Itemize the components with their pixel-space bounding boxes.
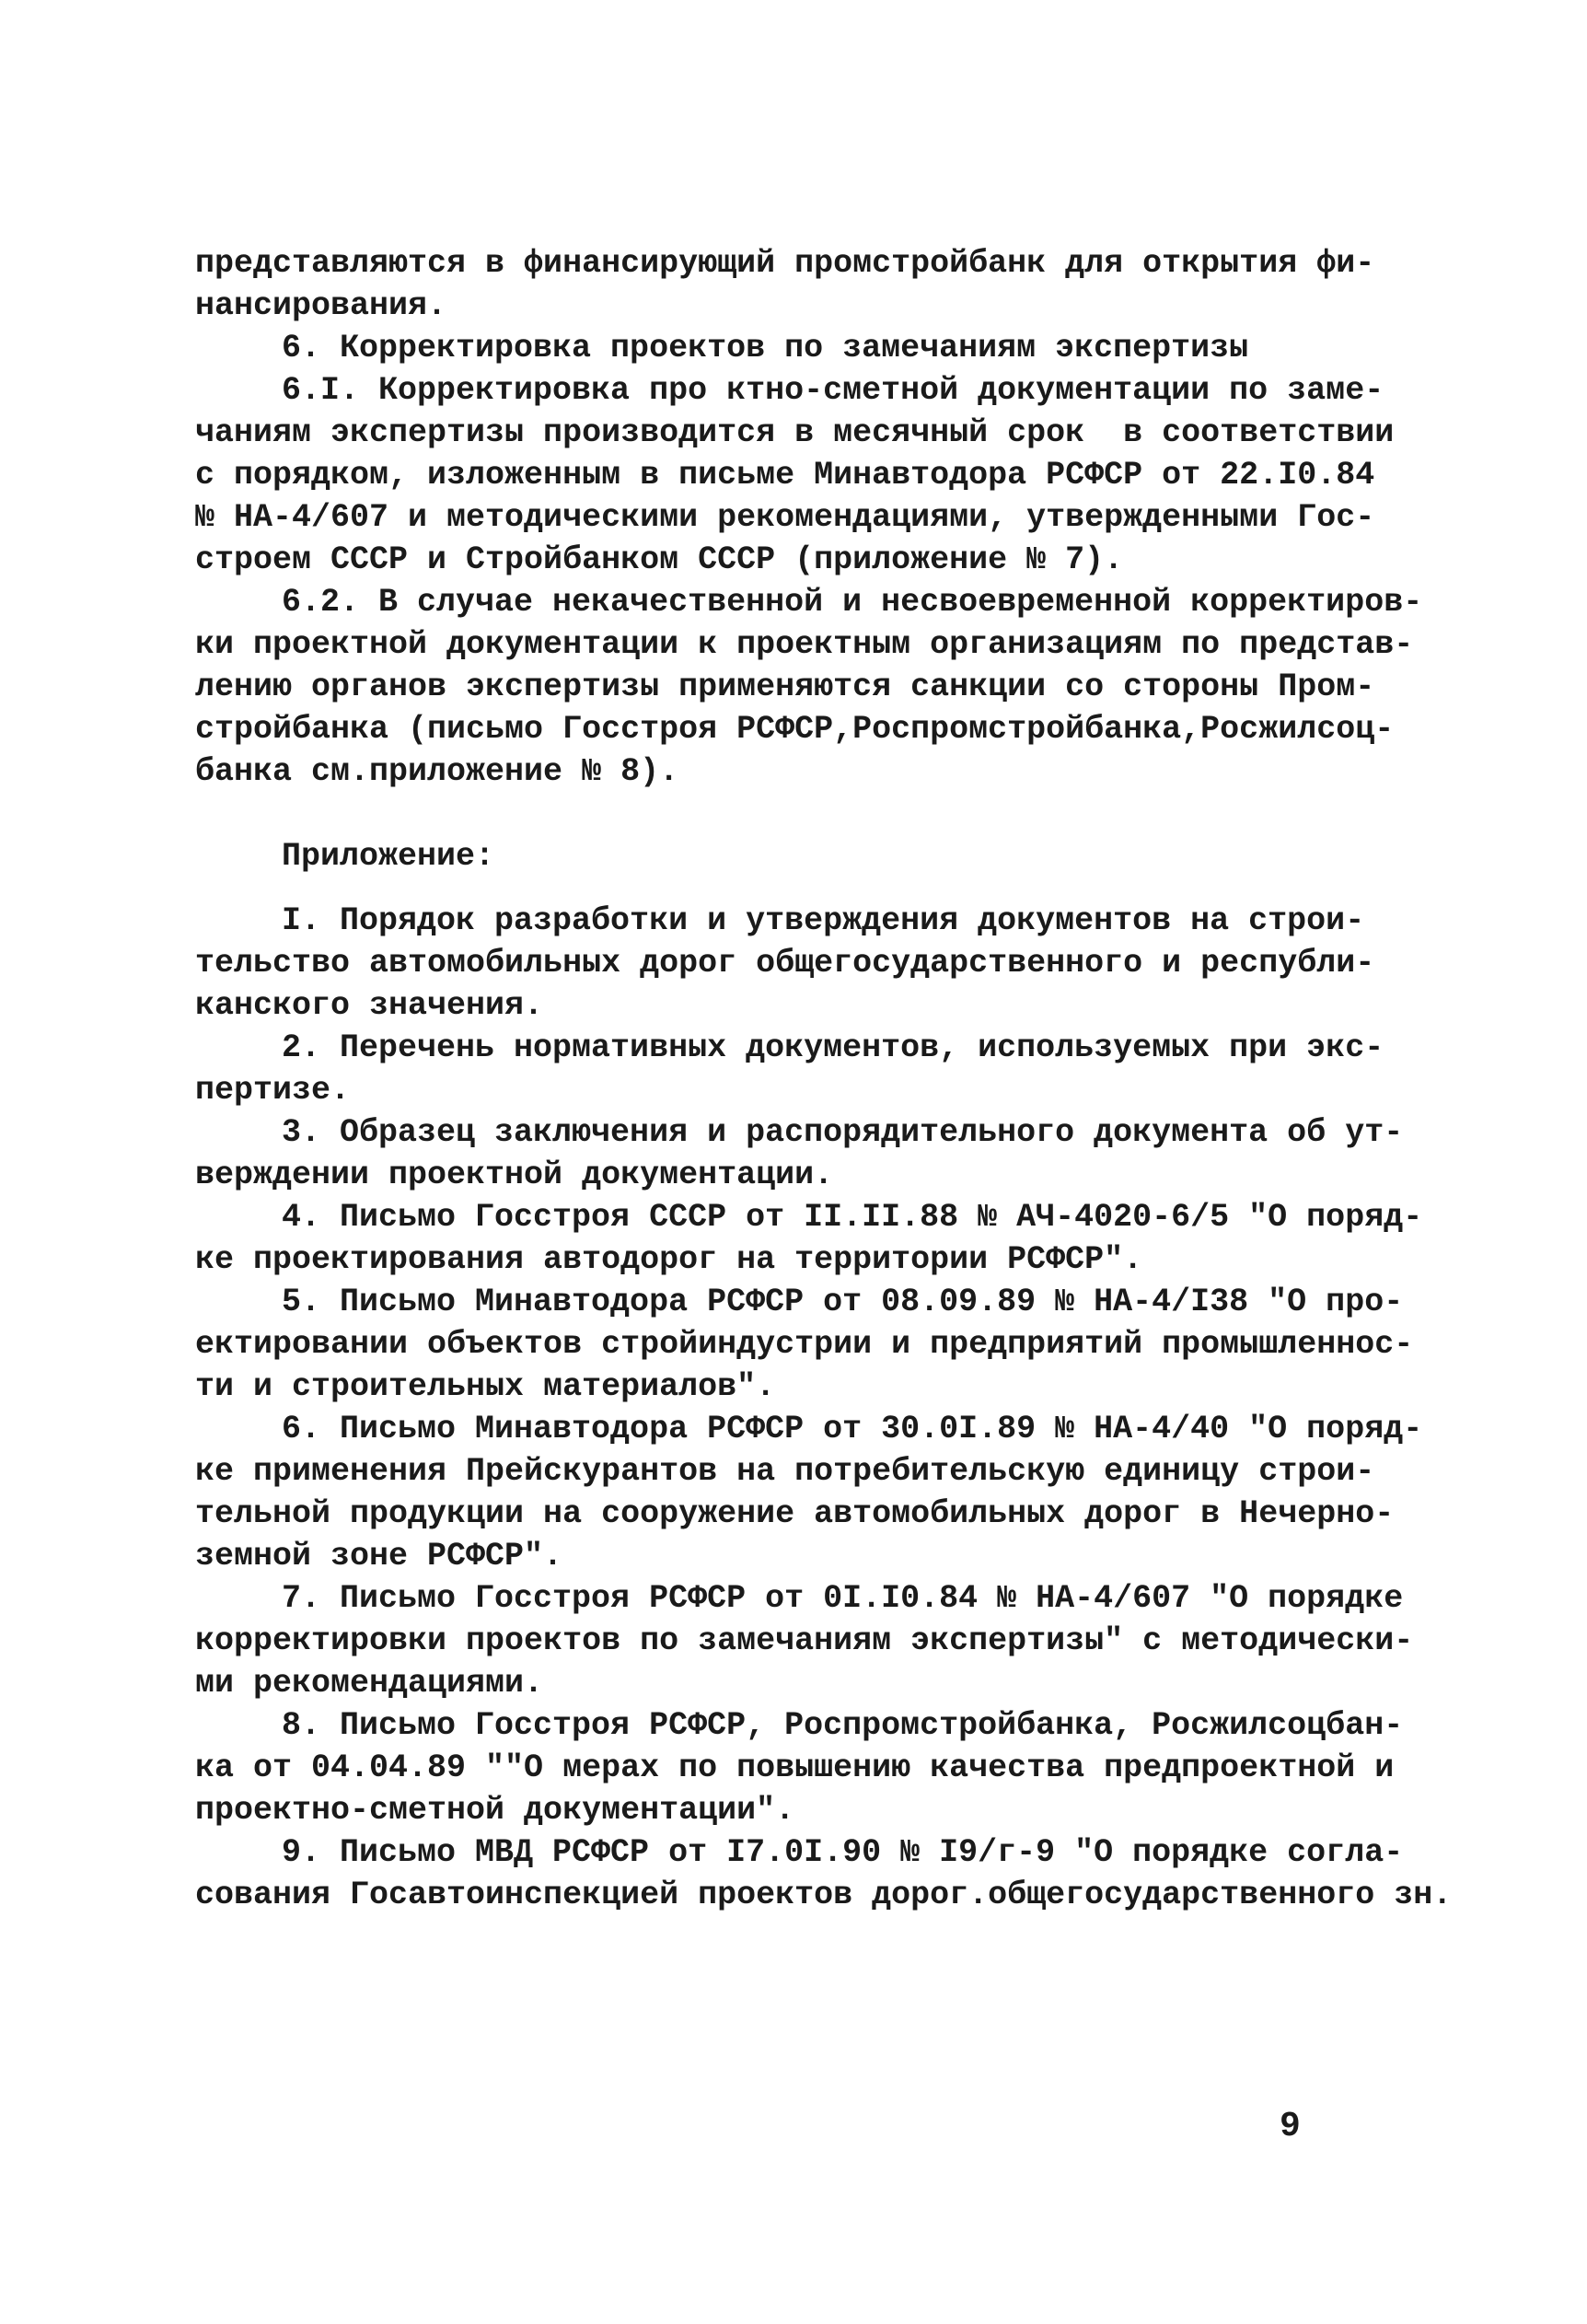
text-line: канского значения.	[195, 987, 544, 1024]
text-line: стройбанка (письмо Госстроя РСФСР,Роспромстройбанка,Росжилсоц-	[195, 711, 1395, 748]
text-line: 6.2. В случае некачественной и несвоевременной корректиров-	[282, 584, 1423, 621]
appendix-item: 7. Письмо Госстроя РСФСР от 0I.I0.84 № НА-4/607 "О порядке	[282, 1580, 1404, 1617]
text-line: ке проектирования автодорог на территории РСФСР".	[195, 1241, 1143, 1278]
text-line: № НА-4/607 и методическими рекомендациями, утвержденными Гос-	[195, 499, 1375, 536]
text-line: тельство автомобильных дорог общегосударственного и республи-	[195, 945, 1375, 982]
text-line: 6.I. Корректировка про ктно-сметной документации по заме-	[282, 372, 1384, 409]
text-line: пертизе.	[195, 1072, 351, 1109]
text-line: верждении проектной документации.	[195, 1156, 834, 1193]
appendix-item: 8. Письмо Госстроя РСФСР, Роспромстройбанка, Росжилсоцбан-	[282, 1707, 1404, 1744]
text-line: нансирования.	[195, 287, 447, 324]
text-line: корректировки проектов по замечаниям экспертизы" с методически-	[195, 1622, 1414, 1659]
text-line: ке применения Прейскурантов на потребительскую единицу строи-	[195, 1453, 1375, 1490]
appendix-item: 4. Письмо Госстроя СССР от II.II.88 № АЧ-4020-6/5 "О поряд-	[282, 1199, 1423, 1236]
appendix-item: 3. Образец заключения и распорядительного документа об ут-	[282, 1114, 1404, 1151]
appendix-item: I. Порядок разработки и утверждения документов на строи-	[282, 902, 1365, 939]
text-line: банка см.приложение № 8).	[195, 753, 679, 790]
text-line: ми рекомендациями.	[195, 1665, 544, 1702]
text-line: ектировании объектов стройиндустрии и предприятий промышленнос-	[195, 1326, 1414, 1363]
text-line: с порядком, изложенным в письме Минавтодора РСФСР от 22.I0.84	[195, 457, 1375, 494]
text-line: лению органов экспертизы применяются санкции со стороны Пром-	[195, 668, 1375, 705]
text-line: ки проектной документации к проектным организациям по представ-	[195, 626, 1414, 663]
section-heading: 6. Корректировка проектов по замечаниям экспертизы	[282, 330, 1249, 366]
text-line: чаниям экспертизы производится в месячный срок в соответствии	[195, 414, 1395, 451]
appendix-item: 6. Письмо Минавтодора РСФСР от 30.0I.89 № НА-4/40 "О поряд-	[282, 1411, 1423, 1447]
appendix-item: 5. Письмо Минавтодора РСФСР от 08.09.89 № НА-4/I38 "О про-	[282, 1284, 1404, 1320]
text-line: строем СССР и Стройбанком СССР (приложение № 7).	[195, 541, 1124, 578]
text-line: земной зоне РСФСР".	[195, 1538, 563, 1575]
text-line: ти и строительных материалов".	[195, 1368, 776, 1405]
text-line: представляются в финансирующий промстройбанк для открытия фи-	[195, 245, 1375, 282]
text-line: ка от 04.04.89 ""О мерах по повышению качества предпроектной и	[195, 1749, 1395, 1786]
text-line: проектно-сметной документации".	[195, 1792, 795, 1829]
appendix-item: 2. Перечень нормативных документов, используемых при экс-	[282, 1029, 1384, 1066]
appendix-item: 9. Письмо МВД РСФСР от I7.0I.90 № I9/г-9 "О порядке согла-	[282, 1834, 1404, 1871]
page-number: 9	[1280, 2107, 1301, 2146]
text-line: сования Госавтоинспекцией проектов дорог.общегосударственного зн.	[195, 1877, 1453, 1913]
appendix-heading: Приложение:	[282, 838, 495, 875]
text-line: тельной продукции на сооружение автомобильных дорог в Нечерно-	[195, 1495, 1395, 1532]
